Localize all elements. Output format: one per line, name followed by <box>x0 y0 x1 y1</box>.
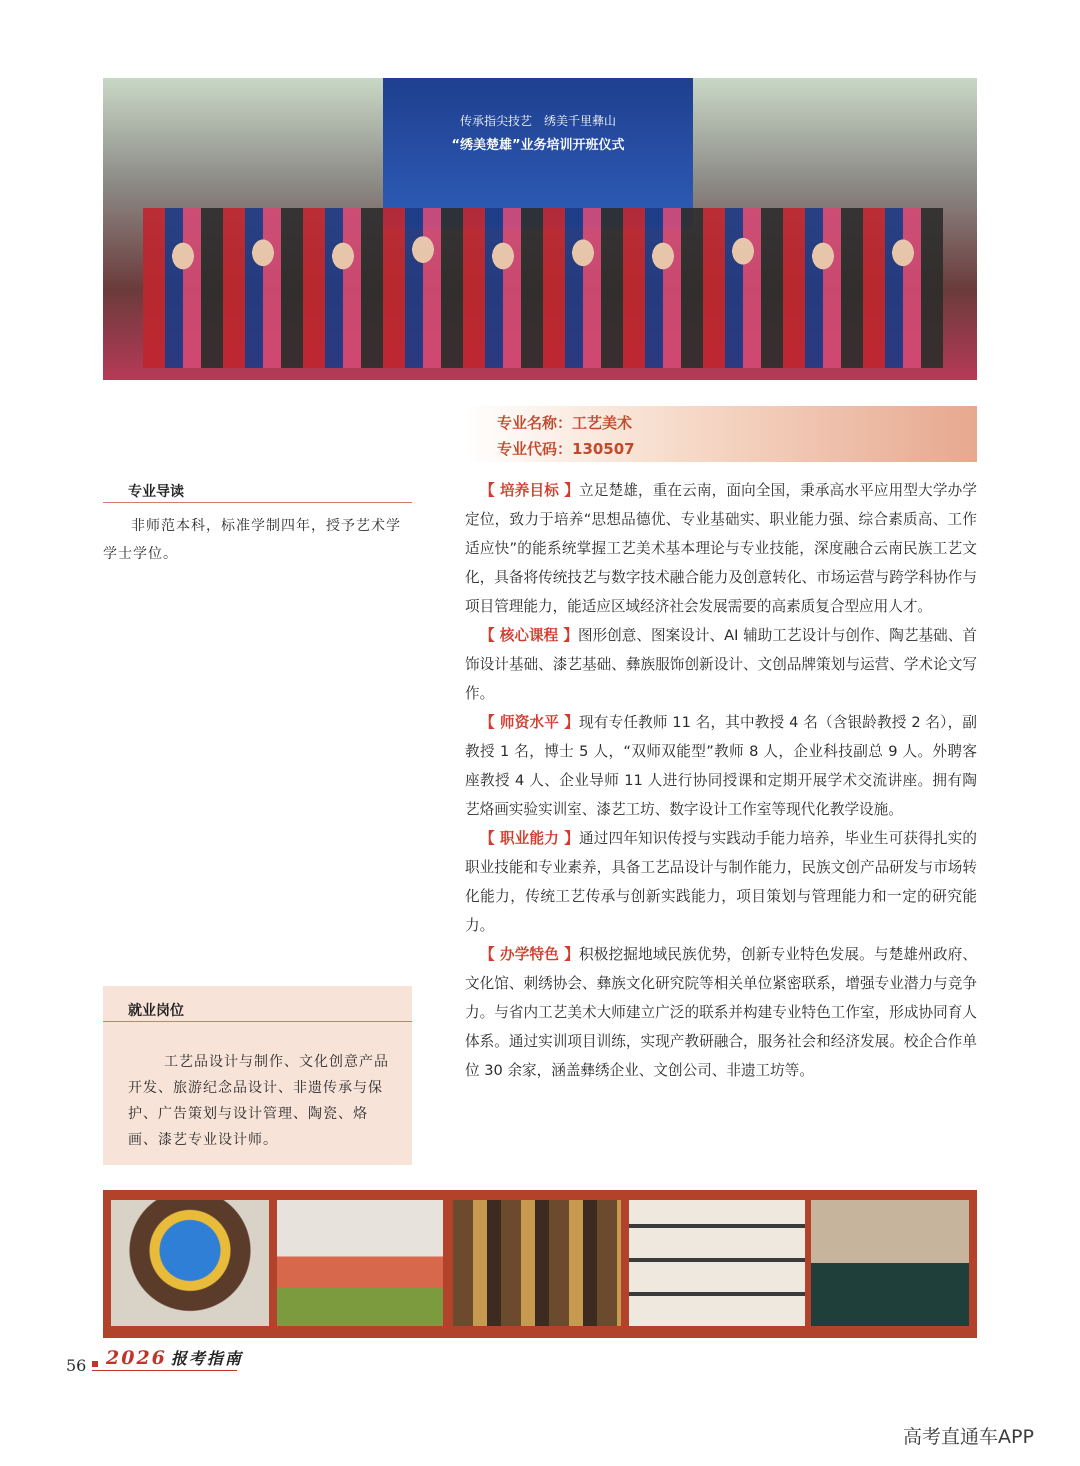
brand-text: 报考指南 <box>170 1349 243 1368</box>
intro-heading: 专业导读 <box>128 484 184 500</box>
section-text: 立足楚雄，重在云南，面向全国，秉承高水平应用型大学办学定位，致力于培养“思想品德优、专业基础实、职业能力强、综合素质高、工作适应快”的能系统掌握工艺美术基本理论与专业技能，深度融合云南民族工艺文化，具备将传统技艺与数字技术融合能力及创意转化、市场运营与跨学科协作与项目管理能力，能适应区域经济社会发展需要的高素质复合型应用人才。 <box>465 482 977 615</box>
footer-line <box>92 1370 237 1371</box>
section-tag: 【 办学特色 】 <box>480 946 579 963</box>
section-tag: 【 职业能力 】 <box>480 830 579 847</box>
section-text: 通过四年知识传授与实践动手能力培养，毕业生可获得扎实的职业技能和专业素养，具备工艺品设计与制作能力，民族文创产品研发与市场转化能力，传统工艺传承与创新实践能力，项目策划与管理能力和一定的研究能力。 <box>465 830 977 934</box>
jobs-divider <box>103 1021 412 1022</box>
section-tag: 【 师资水平 】 <box>480 714 580 731</box>
section-text: 现有专任教师 11 名，其中教授 4 名（含银龄教授 2 名），副教授 1 名，博士 5 人，“双师双能型”教师 8 人，企业科技副总 9 人。外聘客座教授 4 人、企业导师 11 人进行协同授课和定期开展学术交流讲座。拥有陶艺烙画实验实训室、漆艺工坊、数字设计工作室等现代化教学设施。 <box>465 714 977 818</box>
section-paragraph <box>465 621 977 708</box>
works-gallery <box>103 1190 977 1338</box>
footer-mark <box>92 1361 98 1367</box>
section-paragraph <box>465 940 977 1085</box>
section-paragraph <box>465 824 977 940</box>
page-number: 56 <box>66 1356 87 1375</box>
gallery-photo-lacquer <box>453 1200 621 1326</box>
gallery-photo-crafts <box>277 1200 443 1326</box>
section-text: 图形创意、图案设计、AI 辅助工艺设计与创作、陶艺基础、首饰设计基础、漆艺基础、彝族服饰创新设计、文创品牌策划与运营、学术论文写作。 <box>465 627 977 702</box>
intro-divider <box>103 502 412 503</box>
footer-brand <box>106 1346 243 1369</box>
major-name: 专业名称：工艺美术 <box>497 414 633 432</box>
jobs-text: 工艺品设计与制作、文化创意产品开发、旅游纪念品设计、非遗传承与保护、广告策划与设计管理、陶瓷、烙画、漆艺专业设计师。 <box>128 1054 389 1148</box>
major-code: 专业代码：130507 <box>497 440 635 458</box>
section-paragraph <box>465 708 977 824</box>
banner-line-2: “绣美楚雄”业务培训开班仪式 <box>451 138 625 153</box>
watermark-text: 高考直通车APP <box>903 1426 1034 1448</box>
brand-year: 2026 <box>106 1347 167 1369</box>
gallery-photo-jewelry <box>629 1200 805 1326</box>
gallery-photo-embroidery <box>111 1200 269 1326</box>
section-tag: 【 核心课程 】 <box>480 627 578 644</box>
group-photo <box>103 78 977 380</box>
section-tag: 【 培养目标 】 <box>480 482 579 499</box>
section-paragraph <box>465 476 977 621</box>
gallery-photo-pottery <box>811 1200 969 1326</box>
ceremony-banner <box>383 78 693 228</box>
major-info-box <box>465 406 977 462</box>
banner-line-1: 传承指尖技艺 绣美千里彝山 <box>459 114 616 128</box>
crowd-image <box>143 208 943 368</box>
main-content <box>465 476 977 1085</box>
jobs-heading: 就业岗位 <box>128 1003 184 1019</box>
section-text: 积极挖掘地域民族优势，创新专业特色发展。与楚雄州政府、文化馆、刺绣协会、彝族文化研究院等相关单位紧密联系，增强专业潜力与竞争力。与省内工艺美术大师建立广泛的联系并构建专业特色工作室，形成协同育人体系。通过实训项目训练，实现产教研融合，服务社会和经济发展。校企合作单位 30 余家，涵盖彝绣企业、文创公司、非遗工坊等。 <box>465 946 977 1079</box>
intro-text: 非师范本科，标准学制四年，授予艺术学学士学位。 <box>103 518 401 562</box>
